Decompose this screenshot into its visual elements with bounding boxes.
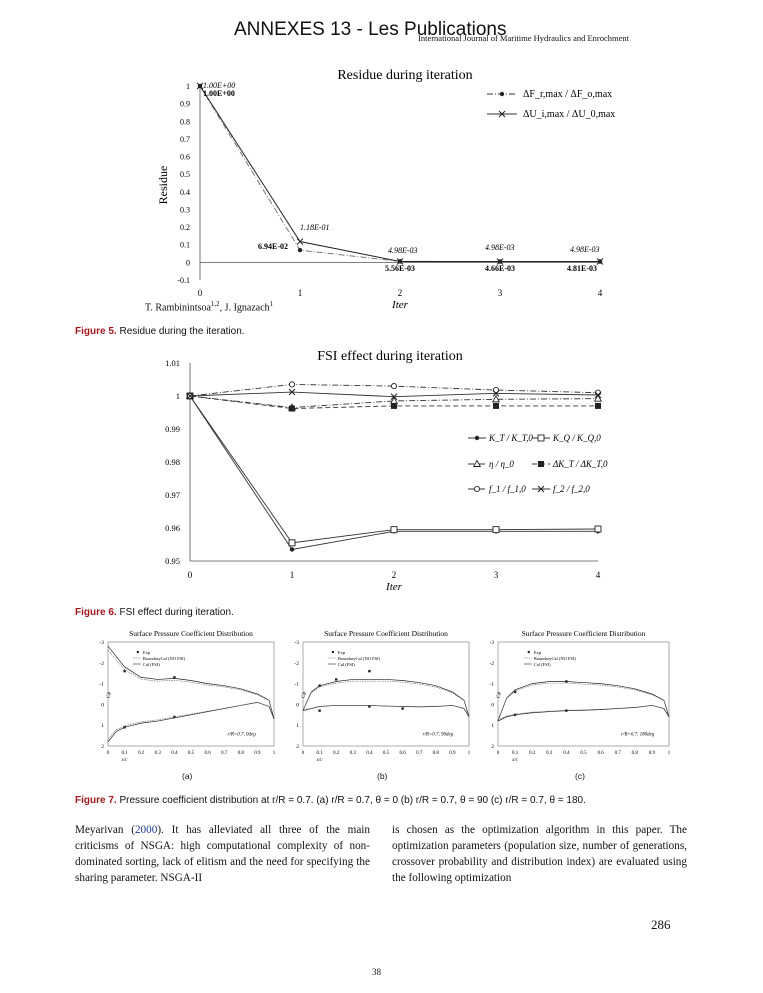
author-2-affiliation: 1 [269,300,274,308]
figure7b-cal-fsi-line [303,705,469,716]
figure6-point [493,396,500,402]
figure6-point [290,547,294,551]
figure6-point [289,540,295,546]
figure7b-x-tick: 0.3 [349,751,356,756]
figure7a-cal-fsi-line [108,646,274,719]
figure7b-x-tick: 0.2 [333,751,340,756]
figure7b-x-tick: 0.7 [416,751,423,756]
figure7c-x-tick: 0.9 [648,751,656,756]
figure7c-annotation: r/R=0.7, 180deg [621,732,655,738]
figure7c-cal-nofsi-line [498,705,669,720]
figure7b-exp-point [401,707,403,709]
figure7b-y-tick: -3 [294,640,299,646]
figure6-x-tick: 4 [595,570,601,580]
figure7a-chart [92,628,282,768]
figure7b-x-tick: 0.8 [432,751,439,756]
figure7-caption-text: Pressure coefficient distribution at r/R = 0.7. (a) r/R = 0.7, θ = 0 (b) r/R = 0.7, θ = 90 (c) r/R = 0.7, θ = 180. [116,795,586,806]
figure7b-y-tick: -2 [294,660,299,667]
figure6-y-tick: 1 [175,391,180,401]
figure6-legend-label: f_1 / f_1,0 [489,484,526,494]
figure7a-x-tick: 0.8 [237,751,244,756]
figure5-data-label: 4.98E-03 [485,243,515,252]
figure7a-x-tick: 0.4 [171,751,178,756]
figure7a-x-tick: 0.5 [187,751,195,756]
figure6-caption [75,607,234,618]
figure7c-y-tick: 0 [491,702,494,709]
figure6-y-tick: 1.01 [165,358,180,368]
body-left-pre: Meyarivan ( [75,824,135,836]
figure7b-annotation: r/R=0.7, 90deg [422,732,454,738]
figure6-point [595,403,601,409]
figure7b-legend-label: Cal (FSI) [337,662,355,667]
figure6-point [391,527,397,533]
figure5-y-tick: 0.8 [180,117,190,127]
figure7c-x-tick: 0.1 [511,751,519,756]
figure7a-cal-nofsi-line [108,650,274,718]
figure5-y-tick: 0.7 [180,134,190,144]
figure5-x-tick: 3 [497,288,503,298]
figure6-legend-marker [475,436,479,440]
figure7c-x-tick: 0.7 [614,751,621,756]
figure7c-y-tick: 1 [491,723,494,730]
figure7c-x-tick: 0.6 [597,751,604,756]
figure6-caption-label: Figure 6. [75,607,117,618]
figure6-x-label: Iter [386,581,402,593]
figure5-point [298,248,302,252]
figure7b-y-label: Cp [301,691,307,699]
figure6-legend-marker [474,486,479,491]
figure7b-x-label: x/c [316,758,323,763]
figure5-y-label: Residue [156,165,170,205]
figure7c-x-tick: 0.3 [546,751,553,756]
figure5-caption [75,326,245,337]
figure7c-x-tick: 0.2 [529,751,536,756]
figure7c-legend-label: Exp [533,650,542,655]
author-line: T. Rambinintsoa$^{1,2}$, J. Ignazach$^1$ [145,300,274,314]
figure7c-y-tick: -3 [489,640,494,646]
figure7-caption-label: Figure 7. [75,795,117,806]
figure7c-legend-label: Cal (FSI) [533,662,551,667]
figure7b-y-tick: 1 [296,723,299,730]
figure7c-frame [498,642,669,746]
figure5-y-tick: -0.1 [177,276,190,285]
figure7c-y-label: Cp [496,691,502,699]
figure7c-y-tick: 2 [491,744,494,750]
figure7b-x-tick: 0.1 [316,751,323,756]
figure7a-x-tick: 0.2 [138,751,145,756]
figure7b-exp-point [335,678,337,680]
figure7a-label: (a) [182,771,193,781]
citation-link[interactable]: 2000 [134,824,158,836]
figure6-title: FSI effect during iteration [317,349,463,364]
figure7b-cal-nofsi-line [303,705,469,716]
figure6-y-tick: 0.96 [165,523,180,533]
figure6-point [391,403,397,409]
figure5-title: Residue during iteration [337,68,473,83]
figure6-point [289,406,295,412]
figure7a-legend-label: Cal (FSI) [142,662,160,667]
page-header-title: ANNEXES 13 - Les Publications [234,19,507,40]
figure6-legend-label: f_2 / f_2,0 [553,484,590,494]
figure7b-x-tick: 0.4 [366,751,373,756]
figure7c-title: Surface Pressure Coefficient Distribution [521,629,646,638]
body-right-column: is chosen as the optimization algorithm in this paper. The optimization parameters (population size, number of generations, crossover probability and distribution index) are evaluated using the following optimization [392,824,687,884]
figure5-data-label: 1.00E+00 [203,81,236,90]
author-2: J. Ignazach [224,302,270,314]
journal-header: International Journal of Maritime Hydraulics and Enrochment [418,33,630,43]
figure6-y-tick: 0.95 [165,556,180,566]
figure7a-y-tick: -1 [99,681,104,688]
figure7b-exp-point [368,670,370,672]
figure7b-y-tick: 2 [296,744,299,750]
figure7a-exp-point [123,670,125,672]
figure7a-x-tick: 0.3 [154,751,161,756]
figure7a-y-tick: 0 [101,702,104,709]
figure7c-x-tick: 0.8 [631,751,638,756]
figure7c-cal-fsi-line [498,705,669,721]
figure5-x-tick: 0 [197,288,203,298]
figure7-caption [75,795,586,806]
figure7c-cal-fsi-line [498,682,669,722]
figure7b-x-tick: 0.6 [399,751,406,756]
figure7b-legend-label: BoundaryCal (NO FSI) [337,656,381,661]
figure7b-frame [303,642,469,746]
figure7c-legend-label: BoundaryCal (NO FSI) [533,656,577,661]
author-1: T. Rambinintsoa [145,302,211,314]
figure7b-y-tick: 0 [296,702,299,709]
figure7c-x-tick: 1 [667,751,671,756]
figure6-caption-text: FSI effect during iteration. [116,607,234,618]
figure6-y-tick: 0.98 [165,457,180,467]
figure6-legend-marker [538,461,544,467]
figure7a-y-tick: -2 [99,660,104,667]
figure6-point [391,384,396,389]
figure5-y-tick: 0.4 [180,187,190,197]
figure7a-legend-label: BoundaryCal (NO FSI) [142,656,186,661]
figure7a-x-tick: 0.7 [221,751,228,756]
figure5-data-label: 4.98E-03 [388,246,418,255]
figure5-y-tick: 0.9 [180,99,190,109]
figure7c-label: (c) [575,771,585,781]
figure7c-y-tick: -1 [489,681,494,688]
figure5-y-tick: 0.5 [180,170,190,180]
figure7a-x-label: x/c [121,758,128,763]
figure5-y-tick: 0.6 [180,152,190,162]
figure7a-x-tick: 0.6 [204,751,211,756]
figure6-point [289,382,294,387]
figure7b-x-tick: 1 [467,751,471,756]
figure7b-y-tick: -1 [294,681,299,688]
figure5-y-tick: 0.1 [180,240,190,250]
figure7a-legend-label: Exp [142,650,151,655]
figure6-series-line [190,396,598,543]
figure7b-x-tick: 0.5 [382,751,390,756]
figure7a-frame [108,642,274,746]
figure7a-legend-marker [137,651,139,653]
figure7c-x-tick: 0 [496,751,500,756]
figure6-legend-marker [538,435,544,441]
figure5-legend-marker [500,92,504,96]
figure7a-y-label: Cp [106,691,112,699]
figure6-y-tick: 0.99 [165,424,180,434]
figure7c-cal-nofsi-line [498,683,669,720]
figure7b-exp-point [318,709,320,711]
figure5-legend-label: ΔU_i,max / ΔU_0,max [523,109,615,120]
page-number: 286 [651,917,671,932]
figure7c-x-label: x/c [512,758,519,763]
figure6-chart [140,343,620,595]
figure7c-legend-marker [528,651,530,653]
figure6-legend-label: ΔK_T / ΔK_T,0 [553,459,608,469]
figure7a-y-tick: 1 [101,723,104,730]
figure5-chart [145,60,615,312]
figure5-x-tick: 4 [597,288,603,298]
figure5-data-label: 6.94E-02 [258,242,288,251]
figure5-data-label: 1.18E-01 [300,223,330,232]
figure7b-x-tick: 0.9 [449,751,456,756]
figure5-data-label: 4.98E-03 [570,245,600,254]
figure5-legend-label: ΔF_r,max / ΔF_o,max [523,89,613,100]
figure7b-label: (b) [377,771,388,781]
figure5-x-tick: 2 [397,288,403,298]
author-1-affiliation: 1,2 [210,300,220,308]
figure7b-chart [287,628,477,768]
figure7c-y-tick: -2 [489,660,494,667]
figure6-point [595,526,601,532]
figure7b-cal-nofsi-line [303,681,469,716]
figure7a-y-tick: 2 [101,744,104,750]
figure7b-title: Surface Pressure Coefficient Distribution [324,629,448,638]
figure6-x-tick: 3 [493,570,499,580]
footer-number: 38 [372,967,381,977]
figure7c-x-tick: 0.4 [563,751,570,756]
figure7b-legend-label: Exp [337,650,346,655]
figure5-data-label: 4.66E-03 [485,264,515,273]
figure6-point [493,527,499,533]
figure7a-x-tick: 0 [106,751,110,756]
figure7a-title: Surface Pressure Coefficient Distribution [129,629,253,638]
figure6-x-tick: 0 [187,570,193,580]
figure5-x-label: Iter [392,299,408,311]
figure7a-x-tick: 1 [272,751,276,756]
figure7c-chart [482,628,677,768]
figure5-y-tick: 1 [186,82,190,91]
figure7b-legend-marker [332,651,334,653]
figure5-y-tick: 0.3 [180,205,190,215]
figure6-x-tick: 2 [391,570,397,580]
figure5-data-label: 4.81E-03 [567,264,597,273]
figure5-y-tick: 0 [186,258,190,268]
figure7a-x-tick: 0.9 [254,751,261,756]
figure5-caption-text: Residue during the iteration. [116,326,245,337]
figure6-legend-label: η / η_0 [489,459,514,469]
figure6-point [595,395,602,401]
figure5-caption-label: Figure 5. [75,326,117,337]
figure5-data-label: 1.00E+00 [203,89,235,98]
figure7a-annotation: r/R=0.7, 0deg [227,732,256,738]
figure7b-x-tick: 0 [301,751,305,756]
body-left-post: ). It has alleviated all three of the main criticisms of NSGA: high computational complexity of non-dominated sorting, lack of elitism and the need for specifying the sharing parameter. NSGA-II [75,824,371,884]
figure6-point [493,403,499,409]
figure7a-y-tick: -3 [99,640,104,646]
figure6-y-tick: 0.97 [165,490,180,500]
figure7c-x-tick: 0.5 [580,751,587,756]
body-left-column [75,822,370,886]
figure6-legend-label: K_Q / K_Q,0 [553,433,601,443]
figure6-x-tick: 1 [289,570,295,580]
figure5-data-label: 5.56E-03 [385,264,415,273]
figure5-x-tick: 1 [297,288,303,298]
figure7a-x-tick: 0.1 [121,751,128,756]
figure6-legend-label: K_T / K_T,0 [489,433,533,443]
figure5-y-tick: 0.2 [180,223,190,233]
